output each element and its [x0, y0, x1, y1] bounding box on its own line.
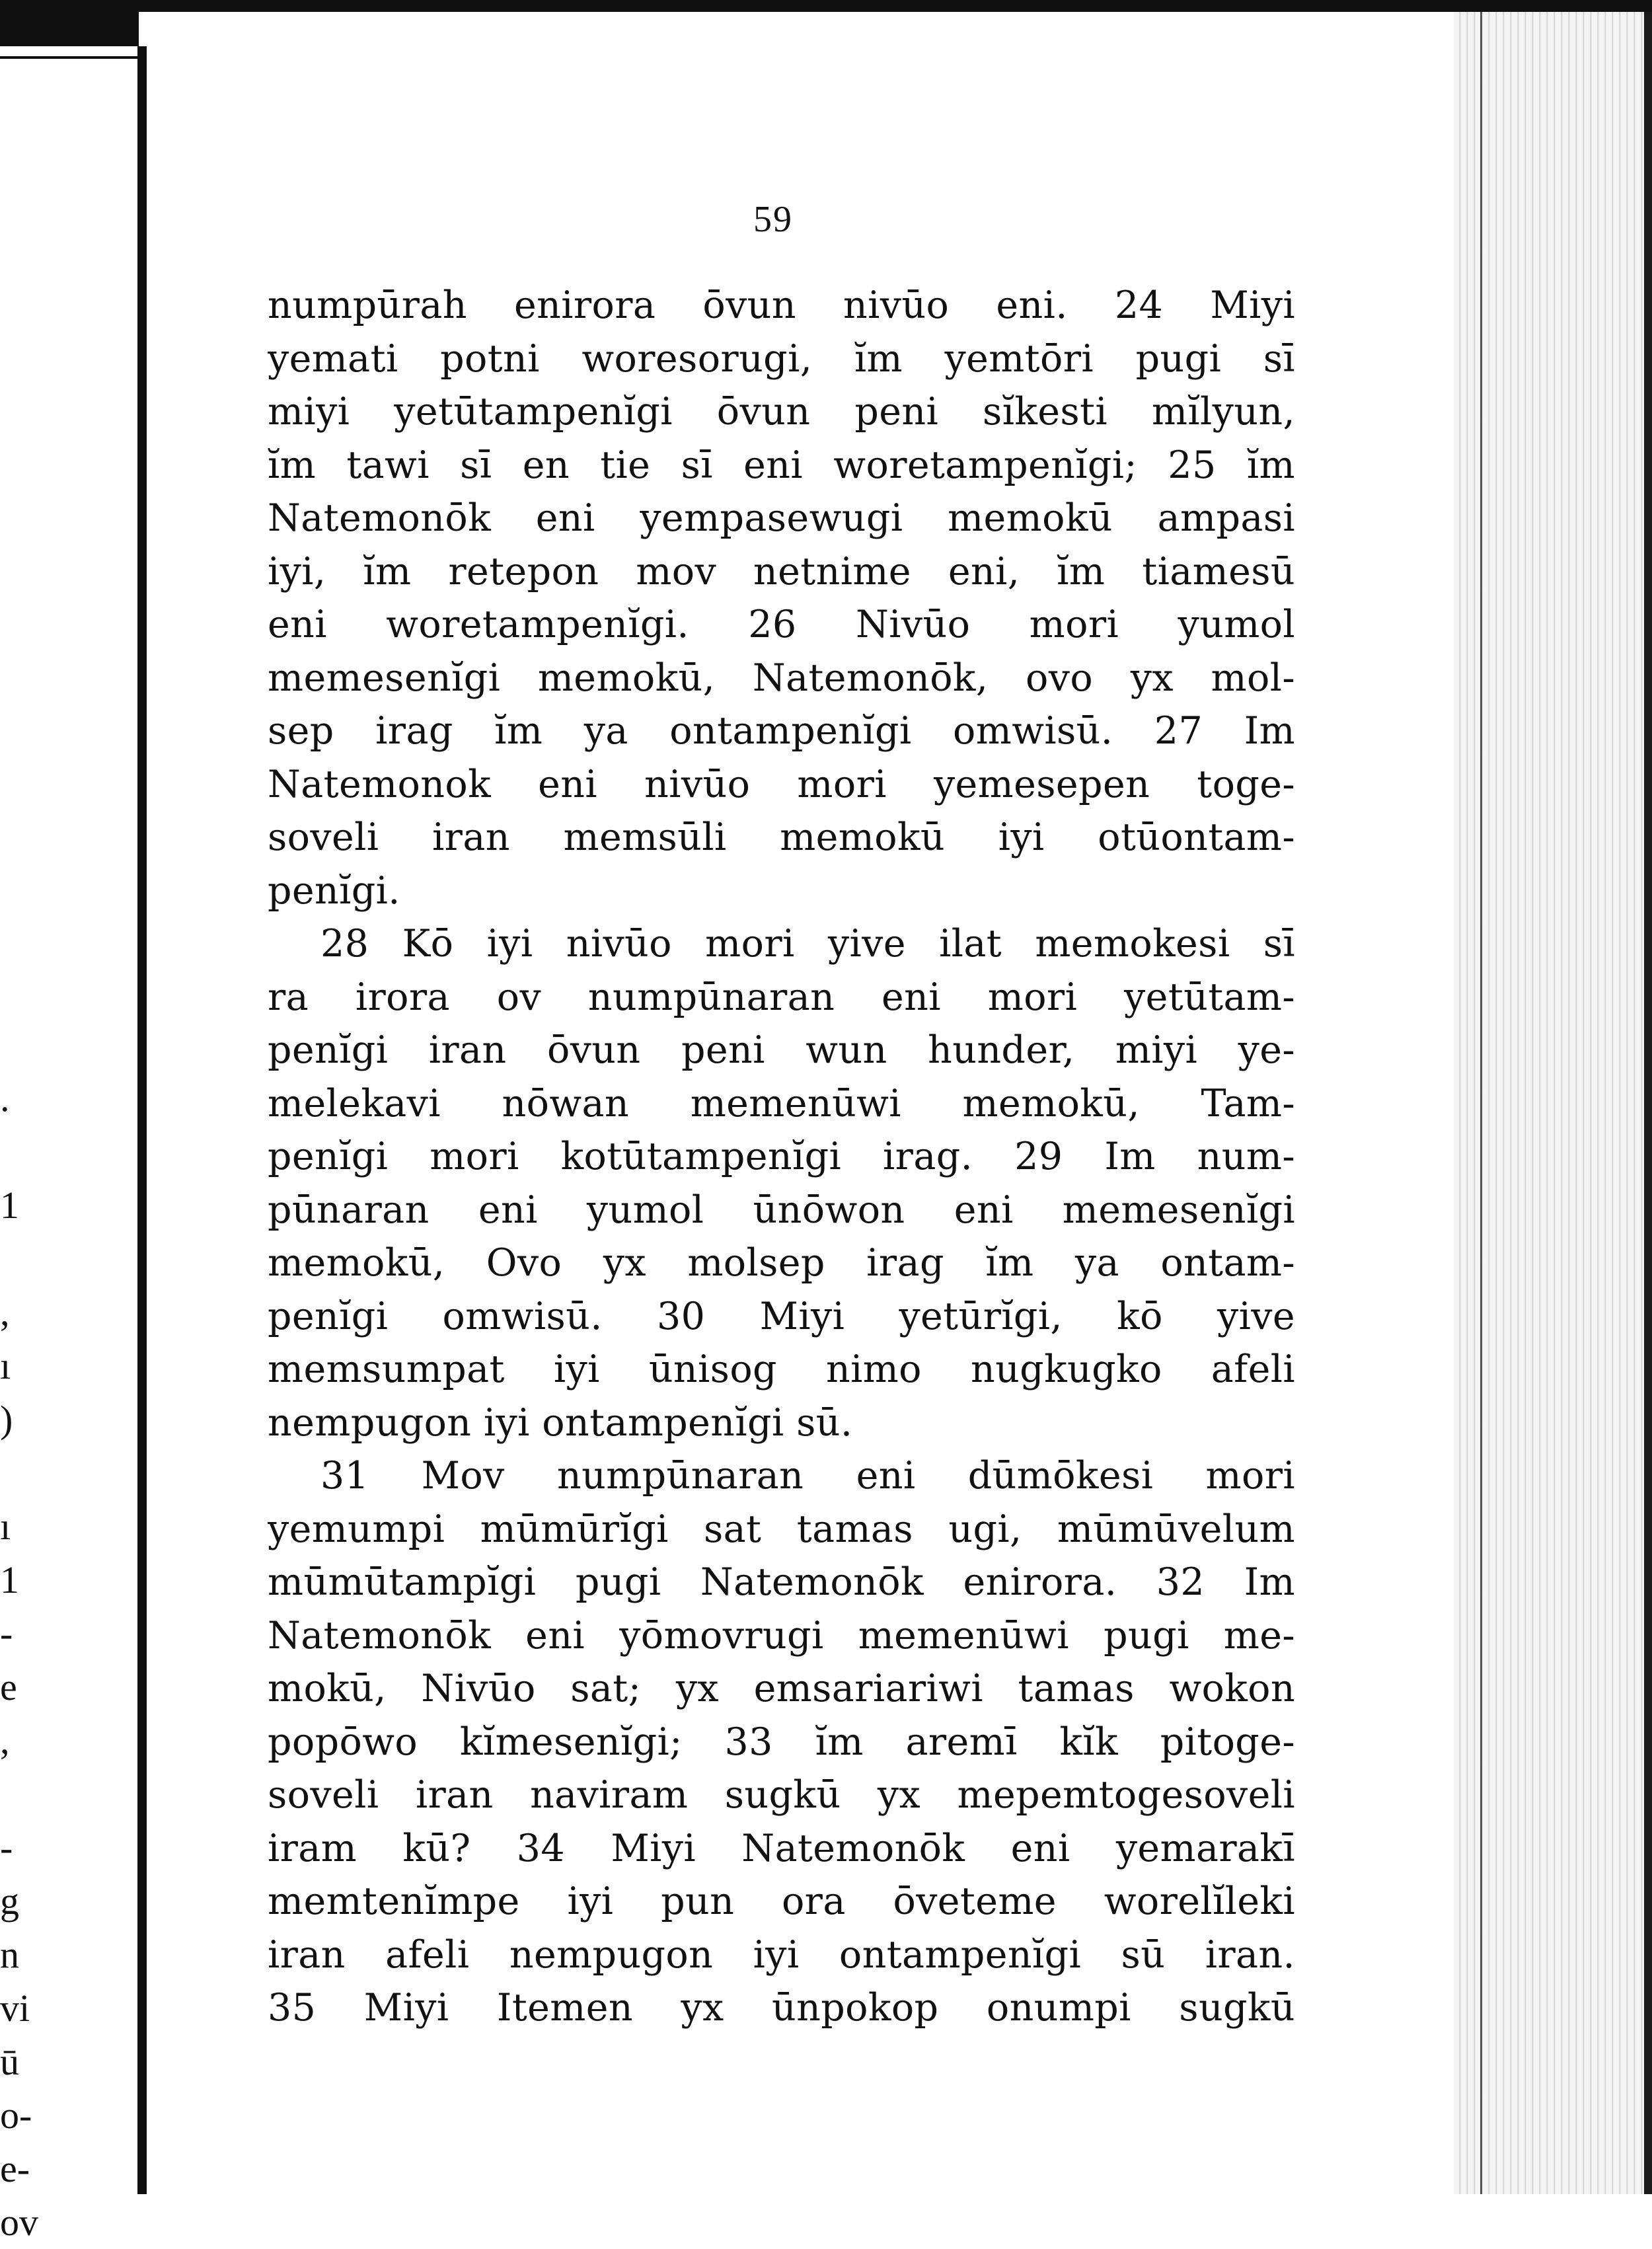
text-line: penĭgi iran ōvun peni wun hunder, miyi ye-: [268, 1028, 1295, 1072]
text-line: penĭgi mori kotūtampenĭgi irag. 29 Im num-: [268, 1135, 1295, 1178]
text-line: yemati potni woresorugi, ĭm yemtōri pugi sī: [268, 336, 1295, 381]
facing-line-fragment: [0, 1767, 40, 1821]
facing-line-fragment: ,: [0, 1719, 10, 1762]
text-line: miyi yetūtampenĭgi ōvun peni sĭkesti mĭlyun,: [268, 390, 1295, 434]
facing-line-fragment: [0, 1018, 40, 1071]
text-line: Natemonōk eni yempasewugi memokū ampasi: [268, 496, 1295, 540]
facing-line-fragment: [0, 1125, 40, 1178]
text-line: memesenĭgi memokū, Natemonōk, ovo yx mol-: [268, 656, 1295, 700]
text-line: soveli iran naviram sugkū yx mepemtogesoveli: [268, 1773, 1295, 1817]
facing-line-fragment: ,: [0, 1291, 10, 1334]
text-line: popōwo kĭmesenĭgi; 33 ĭm aremī kĭk pitoge-: [268, 1720, 1295, 1764]
scan-border-line: [0, 56, 139, 59]
text-line: melekavi nōwan memenūwi memokū, Tam-: [268, 1081, 1295, 1125]
facing-line-fragment: [0, 1232, 40, 1285]
text-line: ĭm tawi sī en tie sī eni woretampenĭgi; 25 ĭm: [268, 443, 1295, 487]
text-line: iram kū? 34 Miyi Natemonōk eni yemarakī: [268, 1826, 1295, 1870]
facing-page-text-fragments: [0, 1018, 40, 2249]
facing-line-fragment: vi: [0, 1987, 30, 2030]
text-line: 35 Miyi Itemen yx ūnpokop onumpi sugkū: [268, 1986, 1295, 2030]
facing-line-fragment: ov: [0, 2201, 38, 2244]
facing-line-fragment: [0, 1446, 40, 1500]
text-line: 28 Kō iyi nivūo mori yive ilat memokesi sī: [320, 922, 1295, 966]
facing-line-fragment: -: [0, 1826, 13, 1869]
scan-border-dark: [0, 0, 139, 46]
text-line: memtenĭmpe iyi pun ora ōveteme worelĭleki: [268, 1880, 1295, 1923]
facing-line-fragment: -: [0, 1612, 13, 1655]
text-line: yemumpi mūmūrĭgi sat tamas ugi, mūmūvelum: [268, 1507, 1295, 1551]
text-line: mokū, Nivūo sat; yx emsariariwi tamas wokon: [268, 1667, 1295, 1710]
text-line: penĭgi.: [268, 868, 400, 913]
scan-right-border: [1644, 12, 1652, 2194]
text-line: sep irag ĭm ya ontampenĭgi omwisū. 27 Im: [268, 709, 1295, 753]
text-line: eni woretampenĭgi. 26 Nivūo mori yumol: [268, 603, 1295, 646]
page-edge-line: [1480, 12, 1482, 2194]
page-body-text: [268, 279, 1295, 2035]
facing-line-fragment: 1: [0, 1558, 19, 1601]
text-line: nempugon iyi ontampenĭgi sū.: [268, 1400, 853, 1445]
text-line: Natemonok eni nivūo mori yemesepen toge-: [268, 762, 1295, 806]
facing-line-fragment: ): [0, 1398, 13, 1441]
facing-line-fragment: n: [0, 1933, 19, 1976]
facing-page-edge: [0, 0, 139, 2244]
facing-line-fragment: ı: [0, 1505, 11, 1548]
facing-line-fragment: e-: [0, 2147, 30, 2190]
page-number: 59: [753, 199, 793, 240]
facing-line-fragment: g: [0, 1880, 19, 1923]
facing-line-fragment: o-: [0, 2094, 32, 2137]
text-line: pūnaran eni yumol ūnōwon eni memesenĭgi: [268, 1188, 1295, 1232]
text-line: soveli iran memsūli memokū iyi otūontam-: [268, 816, 1295, 859]
scan-top-border: [137, 0, 1652, 12]
facing-line-fragment: ū: [0, 2040, 19, 2083]
text-line: mūmūtampĭgi pugi Natemonōk enirora. 32 Im: [268, 1560, 1295, 1604]
book-gutter-line: [137, 46, 147, 2194]
text-line: 31 Mov numpūnaran eni dūmōkesi mori: [320, 1454, 1295, 1498]
book-page-edges: [1454, 12, 1652, 2194]
text-line: memsumpat iyi ūnisog nimo nugkugko afeli: [268, 1348, 1295, 1391]
facing-line-fragment: 1: [0, 1184, 19, 1227]
text-line: ra irora ov numpūnaran eni mori yetūtam-: [268, 975, 1295, 1019]
text-line: memokū, Ovo yx molsep irag ĭm ya ontam-: [268, 1241, 1295, 1285]
text-line: penĭgi omwisū. 30 Miyi yetūrĭgi, kō yive: [268, 1294, 1295, 1338]
facing-line-fragment: e: [0, 1665, 17, 1708]
text-line: Natemonōk eni yōmovrugi memenūwi pugi me-: [268, 1613, 1295, 1658]
facing-line-fragment: ı: [0, 1344, 11, 1387]
facing-line-fragment: .: [0, 1077, 10, 1120]
text-line: iyi, ĭm retepon mov netnime eni, ĭm tiamesū: [268, 549, 1295, 593]
text-line: iran afeli nempugon iyi ontampenĭgi sū iran.: [268, 1932, 1295, 1977]
text-line: numpūrah enirora ōvun nivūo eni. 24 Miyi: [268, 284, 1295, 327]
